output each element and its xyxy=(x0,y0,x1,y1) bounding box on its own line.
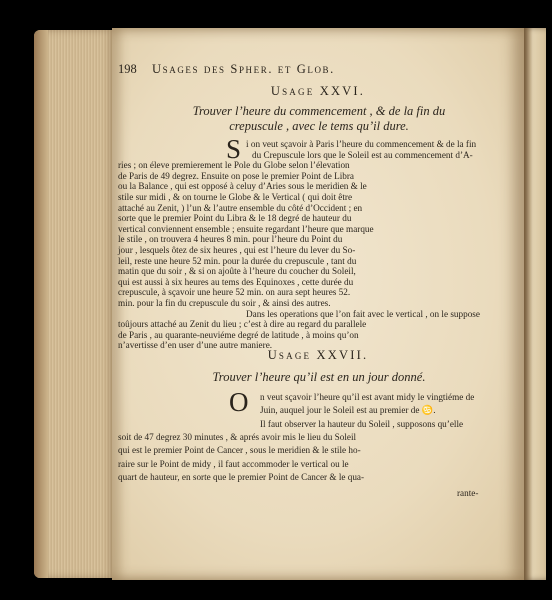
text-line: matin que du soir , & si on ajoûte à l’heure du coucher du Soleil, xyxy=(118,266,356,277)
text-line: ou la Balance , qui est opposé à celuy d’Aries sous le meridien & le xyxy=(118,181,367,192)
text-line: raire sur le Point de midy , il faut accommoder le vertical ou le xyxy=(118,458,349,469)
text-line: de Paris de 49 degrez. Ensuite on pose le premier Point de Libra xyxy=(118,170,354,181)
text-line: min. pour la fin du crepuscule du soir , & ainsi des autres. xyxy=(118,298,331,308)
section-subtitle-line: Trouver l’heure du commencement , & de la fin du xyxy=(192,104,446,118)
text-line: i on veut sçavoir à Paris l’heure du commencement & de la fin xyxy=(246,139,477,149)
section-subtitle-line: crepuscule , avec le tems qu’il dure. xyxy=(229,119,409,133)
text-line: qui est aussi à six heures au tems des Equinoxes , cette durée du xyxy=(118,276,354,287)
text-line: n’avertisse d’en user d’une autre maniere. xyxy=(118,340,273,351)
page-block-edges xyxy=(34,30,116,578)
page-number: 198 xyxy=(118,62,137,76)
section-heading-usage-27: Usage XXVII. xyxy=(267,348,369,362)
text-line: jour , lesquels ôtez de six heures , qui est l’heure du lever du So- xyxy=(118,245,356,255)
section-heading-usage-26: Usage XXVI. xyxy=(270,84,366,98)
text-line: ries ; on éleve premierement le Pole du Globe selon l’élevation xyxy=(118,160,350,171)
text-line: du Crepuscule lors que le Soleil est au commencement d’A- xyxy=(252,149,473,160)
text-line: de Paris , au quarante-neuviéme degré de latitude , à moins qu’on xyxy=(118,329,359,340)
text-line: Dans les operations que l’on fait avec le vertical , on le suppose xyxy=(246,308,480,319)
text-line: quart de hauteur, en sorte que le premier Point de Cancer & le qua- xyxy=(118,471,365,482)
drop-cap: O xyxy=(229,387,249,417)
text-line: Il faut observer la hauteur du Soleil , supposons qu’elle xyxy=(260,418,464,429)
text-line: soit de 47 degrez 30 minutes , & aprés avoir mis le lieu du Soleil xyxy=(118,431,357,442)
text-line: stile sur midi , & on tourne le Globe & le Vertical ( qui doit être xyxy=(118,192,353,202)
text-line: Juin, auquel jour le Soleil est au premier de ♋. xyxy=(260,405,436,416)
running-title: Usages des Spher. et Glob. xyxy=(152,62,335,76)
text-line: leil, reste une heure 52 min. pour la durée du crepuscule , tant du xyxy=(118,255,357,266)
text-line: crepuscule, à sçavoir une heure 52 min. on aura sept heures 52. xyxy=(118,287,351,298)
text-line: sorte que le premier Point du Libra & le 18 degré de hauteur du xyxy=(118,213,352,224)
text-line: toûjours attaché au Zenit du lieu ; c’est à dire au regard du parallele xyxy=(118,319,367,330)
text-line: qui est le premier Point de Cancer , sous le meridien & le stile ho- xyxy=(118,445,361,456)
facing-page-edge xyxy=(524,28,546,580)
drop-cap: S xyxy=(226,134,242,164)
section-subtitle-line: Trouver l’heure qu’il est en un jour donné. xyxy=(212,370,426,384)
text-line: n veut sçavoir l’heure qu’il est avant midy le vingtiéme de xyxy=(260,392,475,402)
running-head xyxy=(118,62,518,78)
text-line: vertical conviennent ensemble ; ensuite regardant l’heure que marque xyxy=(118,223,374,234)
catchword: rante- xyxy=(457,488,479,498)
text-line: attaché au Zenit, ) l’un & l’autre ensemble du côté d’Occident ; en xyxy=(118,202,363,213)
text-line: le stile , on trouvera 4 heures 8 min. pour l’heure du Point du xyxy=(118,234,343,245)
